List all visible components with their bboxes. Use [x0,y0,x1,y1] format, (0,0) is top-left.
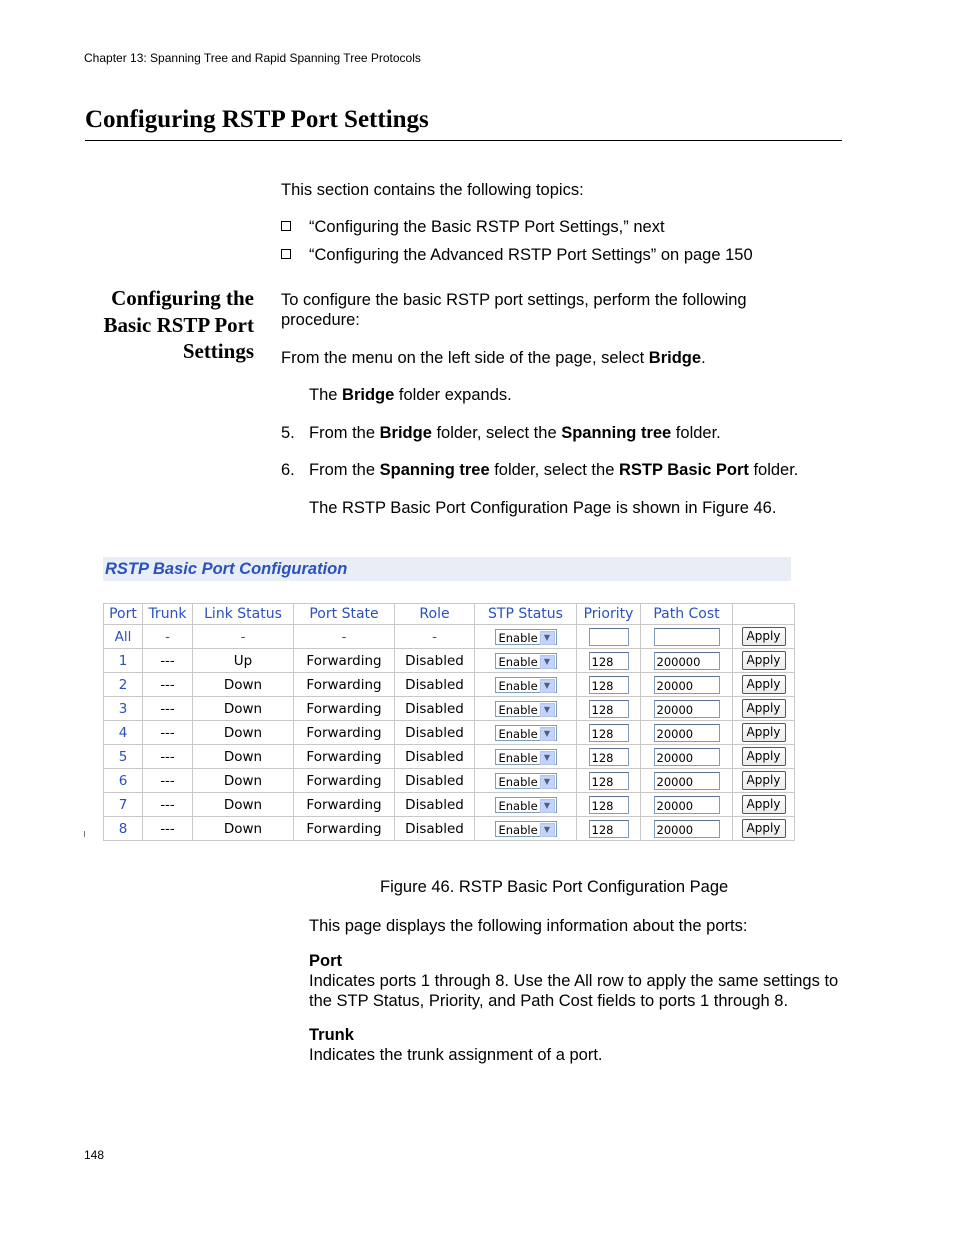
margin-mark [84,831,85,837]
port-cell: 4 [104,721,143,745]
port-cell: 1 [104,649,143,673]
apply-button[interactable]: Apply [742,771,786,790]
figure-title: RSTP Basic Port Configuration [105,560,348,578]
path-cost-input[interactable]: 20000 [654,796,720,814]
stp-status-select[interactable]: Enable ▼ [495,725,557,741]
apply-button[interactable]: Apply [742,651,786,670]
path-cost-input[interactable]: 20000 [654,676,720,694]
stp-status-select[interactable]: Enable ▼ [495,773,557,789]
trunk-cell: - [143,625,193,649]
role-cell: Disabled [395,817,475,841]
stp-status-cell [475,769,577,793]
path-cost-cell [641,721,733,745]
role-cell: Disabled [395,673,475,697]
column-header: Role [395,604,475,625]
apply-button[interactable]: Apply [742,747,786,766]
role-cell: Disabled [395,649,475,673]
port-cell: 3 [104,697,143,721]
bullet-item [281,245,753,265]
priority-cell [577,649,641,673]
stp-status-select[interactable]: Enable ▼ [495,821,557,837]
apply-cell [733,769,795,793]
priority-input[interactable] [589,628,629,646]
priority-cell [577,673,641,697]
priority-input[interactable]: 128 [589,820,629,838]
table-header-row [104,604,795,625]
table-row [104,745,795,769]
chevron-down-icon: ▼ [540,631,555,645]
path-cost-cell [641,673,733,697]
stp-status-cell [475,745,577,769]
term-trunk-description: Indicates the trunk assignment of a port. [309,1046,603,1064]
port-state-cell: Forwarding [294,817,395,841]
priority-cell [577,793,641,817]
column-header: Link Status [193,604,294,625]
column-header: Path Cost [641,604,733,625]
chevron-down-icon: ▼ [540,679,555,693]
term-port: Port [309,952,342,970]
step-number: 5. [281,424,295,442]
port-cell: 7 [104,793,143,817]
checkbox-bullet-icon [281,221,291,231]
priority-cell [577,697,641,721]
apply-cell [733,721,795,745]
stp-status-cell [475,673,577,697]
stp-status-cell [475,793,577,817]
chevron-down-icon: ▼ [540,703,555,717]
table-row [104,793,795,817]
port-state-cell: Forwarding [294,745,395,769]
checkbox-bullet-icon [281,249,291,259]
title-rule [85,140,842,141]
priority-input[interactable]: 128 [589,700,629,718]
table-row [104,697,795,721]
link-status-cell: Down [193,769,294,793]
path-cost-cell [641,817,733,841]
path-cost-input[interactable]: 20000 [654,700,720,718]
apply-cell [733,625,795,649]
stp-status-cell [475,625,577,649]
trunk-cell: --- [143,649,193,673]
role-cell: Disabled [395,721,475,745]
apply-cell [733,673,795,697]
step-5: 5. From the Bridge folder, select the Spanning tree folder. [281,424,721,442]
trunk-cell: --- [143,697,193,721]
chevron-down-icon: ▼ [540,751,555,765]
chevron-down-icon: ▼ [540,823,555,837]
port-state-cell: Forwarding [294,697,395,721]
path-cost-cell [641,769,733,793]
link-status-cell: Up [193,649,294,673]
priority-input[interactable]: 128 [589,676,629,694]
stp-status-select[interactable]: Enable ▼ [495,749,557,765]
bullet-item [281,217,665,237]
port-state-cell: - [294,625,395,649]
column-header [733,604,795,625]
trunk-cell: --- [143,817,193,841]
stp-status-select[interactable]: Enable ▼ [495,629,557,645]
trunk-cell: --- [143,793,193,817]
bullet-text: “Configuring the Basic RSTP Port Settings,” next [309,218,665,236]
stp-status-select[interactable]: Enable ▼ [495,797,557,813]
path-cost-cell [641,793,733,817]
rstp-port-table [103,603,795,841]
link-status-cell: Down [193,721,294,745]
port-state-cell: Forwarding [294,649,395,673]
subsection-heading-line: Settings [182,339,254,363]
path-cost-cell [641,697,733,721]
stp-status-cell [475,721,577,745]
trunk-cell: --- [143,721,193,745]
figure-reference: The RSTP Basic Port Configuration Page is shown in Figure 46. [309,499,777,517]
info-intro: This page displays the following information about the ports: [309,917,748,935]
table-row-all [104,625,795,649]
trunk-cell: --- [143,769,193,793]
path-cost-input[interactable] [654,628,720,646]
port-state-cell: Forwarding [294,673,395,697]
running-head: Chapter 13: Spanning Tree and Rapid Spanning Tree Protocols [84,51,421,65]
apply-button[interactable]: Apply [742,723,786,742]
stp-status-cell [475,817,577,841]
path-cost-cell [641,649,733,673]
port-state-cell: Forwarding [294,793,395,817]
column-header: Port State [294,604,395,625]
port-cell: 5 [104,745,143,769]
path-cost-cell [641,625,733,649]
port-cell: 6 [104,769,143,793]
table-row [104,721,795,745]
priority-cell [577,721,641,745]
apply-cell [733,817,795,841]
step-text: From the menu on the left side of the page, select Bridge. [281,349,706,367]
trunk-cell: --- [143,745,193,769]
column-header: Port [104,604,143,625]
subsection-heading-line: Basic RSTP Port [103,312,254,337]
section-title: Configuring RSTP Port Settings [85,106,429,133]
bullet-text: “Configuring the Advanced RSTP Port Settings” on page 150 [309,246,753,264]
step-result: The Bridge folder expands. [309,386,512,404]
table-row [104,673,795,697]
priority-input[interactable]: 128 [589,796,629,814]
link-status-cell: Down [193,793,294,817]
priority-input[interactable]: 128 [589,748,629,766]
port-rows [104,649,795,841]
subsection-heading-line: Configuring the [111,286,254,310]
role-cell: Disabled [395,745,475,769]
priority-cell [577,817,641,841]
apply-cell [733,649,795,673]
subsection-heading [86,285,254,365]
step-number: 6. [281,461,295,479]
path-cost-input[interactable]: 20000 [654,820,720,838]
intro-text: This section contains the following topics: [281,181,584,199]
chevron-down-icon: ▼ [540,799,555,813]
port-cell: All [104,625,143,649]
link-status-cell: - [193,625,294,649]
role-cell: - [395,625,475,649]
link-status-cell: Down [193,745,294,769]
port-cell: 8 [104,817,143,841]
apply-button[interactable]: Apply [742,675,786,694]
priority-cell [577,625,641,649]
apply-cell [733,697,795,721]
path-cost-input[interactable]: 20000 [654,724,720,742]
column-header: Priority [577,604,641,625]
stp-status-select[interactable]: Enable ▼ [495,653,557,669]
priority-cell [577,769,641,793]
apply-button[interactable]: Apply [742,699,786,718]
path-cost-input[interactable]: 20000 [654,772,720,790]
procedure-intro: To configure the basic RSTP port settings, perform the following procedure: [281,291,747,329]
link-status-cell: Down [193,697,294,721]
role-cell: Disabled [395,793,475,817]
term-port-description: Indicates ports 1 through 8. Use the All row to apply the same settings to the STP Status, Priority, and Path Cost fields to ports 1 through 8. [309,972,839,1010]
priority-input[interactable]: 128 [589,652,629,670]
figure-caption: Figure 46. RSTP Basic Port Configuration Page [380,878,729,896]
path-cost-input[interactable]: 200000 [654,652,720,670]
column-header: STP Status [475,604,577,625]
stp-status-cell [475,649,577,673]
port-state-cell: Forwarding [294,769,395,793]
stp-status-select[interactable]: Enable ▼ [495,677,557,693]
chevron-down-icon: ▼ [540,727,555,741]
priority-input[interactable]: 128 [589,772,629,790]
trunk-cell: --- [143,673,193,697]
port-cell: 2 [104,673,143,697]
role-cell: Disabled [395,769,475,793]
term-trunk: Trunk [309,1026,354,1044]
apply-button[interactable]: Apply [742,627,786,646]
chevron-down-icon: ▼ [540,655,555,669]
stp-status-select[interactable]: Enable ▼ [495,701,557,717]
priority-cell [577,745,641,769]
page-number: 148 [84,1148,105,1162]
link-status-cell: Down [193,673,294,697]
apply-button[interactable]: Apply [742,795,786,814]
priority-input[interactable]: 128 [589,724,629,742]
table-row [104,769,795,793]
stp-status-cell [475,697,577,721]
path-cost-cell [641,745,733,769]
path-cost-input[interactable]: 20000 [654,748,720,766]
port-state-cell: Forwarding [294,721,395,745]
step-6: 6. From the Spanning tree folder, select the RSTP Basic Port folder. [281,461,799,479]
apply-cell [733,793,795,817]
table-row [104,817,795,841]
chevron-down-icon: ▼ [540,775,555,789]
link-status-cell: Down [193,817,294,841]
apply-button[interactable]: Apply [742,819,786,838]
apply-cell [733,745,795,769]
role-cell: Disabled [395,697,475,721]
table-row [104,649,795,673]
column-header: Trunk [143,604,193,625]
